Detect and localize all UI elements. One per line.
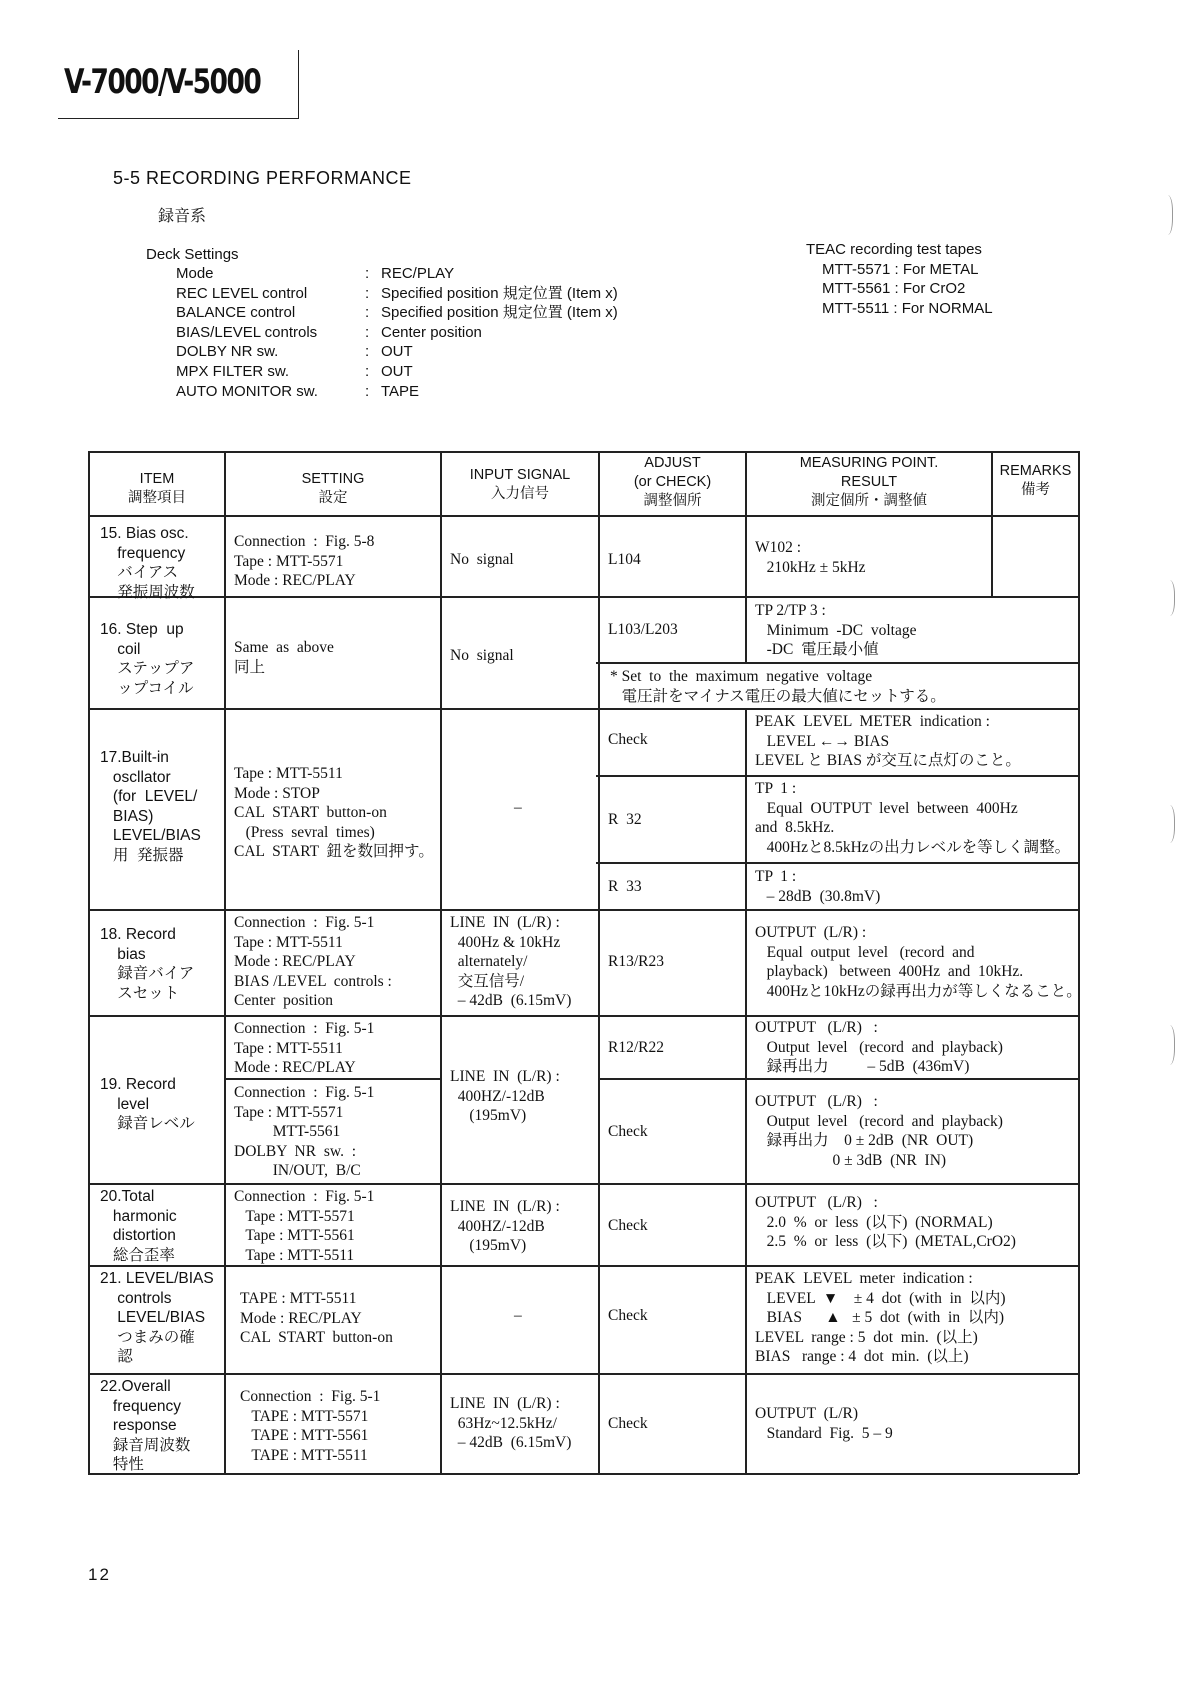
row-21-measure: PEAK LEVEL meter indication : LEVEL ▼ ± 4 dot (with in 以内) BIAS ▲ ± 5 dot (with in 以内) LEVEL range : 5 dot min. (以上) BIAS range : 4 dot min. (以上): [755, 1270, 1006, 1366]
setting-value: OUT: [381, 343, 413, 361]
row-19-adjust-b: Check: [608, 1123, 648, 1140]
table-rule: [88, 451, 90, 1474]
setting-value: OUT: [381, 362, 413, 380]
row-15-measure: W102 : 210kHz ± 5kHz: [755, 539, 866, 576]
row-15-input: No signal: [450, 551, 514, 568]
setting-value: Specified position 規定位置 (Item x): [381, 304, 618, 322]
row-16-adjust: L103/L203: [608, 621, 678, 638]
scan-margin-mark: [1162, 580, 1175, 616]
row-19-measure-b: OUTPUT (L/R) : Output level (record and playback) 録再出力 0 ± 2dB (NR OUT) 0 ± 3dB (NR IN): [755, 1093, 1003, 1169]
table-rule: [88, 909, 1078, 911]
row-16-input: No signal: [450, 647, 514, 664]
row-21-input: –: [514, 1307, 522, 1324]
table-rule: [88, 708, 1078, 710]
row-17-adjust-a: Check: [608, 731, 648, 748]
row-15-item: 15. Bias osc. frequency バイアス 発振周波数: [100, 525, 195, 601]
table-rule: [88, 1015, 1078, 1017]
row-19-measure-a: OUTPUT (L/R) : Output level (record and playback) 録再出力 – 5dB (436mV): [755, 1019, 1003, 1076]
setting-name: Mode: [176, 265, 214, 282]
table-rule: [596, 662, 1078, 664]
row-19-adjust-a: R12/R22: [608, 1039, 664, 1056]
row-20-item: 20.Total harmonic distortion 総合歪率: [100, 1188, 177, 1264]
row-20-setting: Connection : Fig. 5-1 Tape : MTT-5571 Tape : MTT-5561 Tape : MTT-5511: [234, 1188, 375, 1264]
model-title: V-7000/V-5000: [64, 62, 261, 102]
scan-margin-mark: [1160, 195, 1173, 235]
deck-settings-colons: : : : : : : :: [365, 265, 370, 400]
row-17-input: –: [514, 799, 522, 816]
header-measuring-point: MEASURING POINT. RESULT 測定個所・調整値: [799, 455, 939, 509]
row-22-measure: OUTPUT (L/R) Standard Fig. 5 – 9: [755, 1405, 893, 1442]
row-18-measure: OUTPUT (L/R) : Equal output level (record and playback) between 400Hz and 10kHz. 400Hzと10kHzの録再出力が等しくなること。: [755, 924, 1082, 1000]
setting-name: DOLBY NR sw.: [176, 343, 279, 361]
test-tapes: [806, 240, 993, 318]
table-rule: [224, 451, 226, 1474]
row-17-measure-b: TP 1 : Equal OUTPUT level between 400Hz and 8.5kHz. 400Hzと8.5kHzの出力レベルを等しく調整。: [755, 780, 1071, 856]
test-tape-item: MTT-5571 : For METAL: [822, 260, 979, 278]
setting-name: BALANCE control: [176, 304, 296, 322]
deck-settings-label: Deck Settings: [146, 246, 239, 263]
table-rule: [88, 596, 1078, 598]
row-21-item: 21. LEVEL/BIAS controls LEVEL/BIAS つまみの確 認: [100, 1270, 214, 1366]
row-20-adjust: Check: [608, 1217, 648, 1234]
row-22-item: 22.Overall frequency response 録音周波数 特性: [100, 1378, 191, 1474]
test-tape-item: MTT-5561 : For CrO2: [822, 280, 966, 298]
row-20-input: LINE IN (L/R) : 400HZ/-12dB (195mV): [450, 1198, 560, 1255]
scan-margin-mark: [1162, 1025, 1175, 1065]
scan-margin-mark: [1162, 805, 1175, 843]
row-15-setting: Connection : Fig. 5-8 Tape : MTT-5571 Mode : REC/PLAY: [234, 533, 375, 590]
setting-value: Specified position 規定位置 (Item x): [381, 284, 618, 302]
row-16-note: * Set to the maximum negative voltage 電圧計をマイナス電圧の最大値にセットする。: [610, 668, 946, 705]
row-18-adjust: R13/R23: [608, 953, 664, 970]
setting-value: REC/PLAY: [381, 265, 455, 282]
table-rule: [88, 1473, 1078, 1475]
table-rule: [226, 1078, 442, 1080]
test-tapes-title: TEAC recording test tapes: [806, 241, 982, 258]
row-18-item: 18. Record bias 録音バイア スセット: [100, 926, 195, 1002]
row-17-measure-c: TP 1 : – 28dB (30.8mV): [755, 868, 881, 905]
row-22-input: LINE IN (L/R) : 63Hz~12.5kHz/ – 42dB (6.15mV): [450, 1395, 572, 1452]
row-19-setting-b: Connection : Fig. 5-1 Tape : MTT-5571 MTT-5561 DOLBY NR sw. : IN/OUT, B/C: [234, 1084, 375, 1180]
deck-settings-names: [176, 264, 318, 401]
table-rule: [598, 451, 600, 1474]
row-20-measure: OUTPUT (L/R) : 2.0 % or less (以下) (NORMAL) 2.5 % or less (以下) (METAL,CrO2): [755, 1194, 1016, 1251]
header-remarks: REMARKS 備考: [999, 463, 1072, 498]
row-19-setting-a: Connection : Fig. 5-1 Tape : MTT-5511 Mode : REC/PLAY: [234, 1020, 375, 1077]
setting-name: BIAS/LEVEL controls: [176, 323, 318, 341]
section-title-jp: 録音系: [158, 208, 207, 225]
row-19-item: 19. Record level 録音レベル: [100, 1076, 195, 1133]
row-16-item: 16. Step up coil ステップア ップコイル: [100, 621, 195, 697]
row-17-setting: Tape : MTT-5511 Mode : STOP CAL START button-on (Press sevral times) CAL START 鈕を数回押す。: [234, 765, 434, 861]
row-17-adjust-c: R 33: [608, 878, 642, 895]
table-rule: [745, 708, 747, 1473]
table-rule: [88, 451, 1078, 453]
table-rule: [88, 1183, 1078, 1185]
row-17-adjust-b: R 32: [608, 811, 642, 828]
row-18-setting: Connection : Fig. 5-1 Tape : MTT-5511 Mode : REC/PLAY BIAS /LEVEL controls : Center position: [234, 914, 392, 1010]
row-21-adjust: Check: [608, 1307, 648, 1324]
row-22-adjust: Check: [608, 1415, 648, 1432]
table-rule: [596, 775, 1078, 777]
setting-value: Center position: [381, 323, 482, 341]
row-15-adjust: L104: [608, 551, 641, 568]
row-21-setting: TAPE : MTT-5511 Mode : REC/PLAY CAL START button-on: [240, 1290, 393, 1347]
test-tape-item: MTT-5511 : For NORMAL: [822, 299, 993, 317]
section-title: 5-5 RECORDING PERFORMANCE: [113, 168, 412, 188]
setting-name: MPX FILTER sw.: [176, 362, 290, 380]
row-17-measure-a: PEAK LEVEL METER indication : LEVEL ←→ BIAS LEVEL と BIAS が交互に点灯のこと。: [755, 713, 1021, 770]
row-16-setting: Same as above 同上: [234, 639, 334, 676]
header-item: ITEM 調整項目: [128, 471, 186, 506]
table-rule: [88, 1373, 1078, 1375]
row-17-item: 17.Built-in oscllator (for LEVEL/ BIAS) LEVEL/BIAS 用 発振器: [100, 749, 201, 864]
setting-value: TAPE: [381, 382, 420, 400]
table-rule: [600, 1078, 1078, 1080]
page-number: 12: [88, 1565, 111, 1584]
table-rule: [88, 515, 1078, 517]
row-22-setting: Connection : Fig. 5-1 TAPE : MTT-5571 TAPE : MTT-5561 TAPE : MTT-5511: [240, 1388, 381, 1464]
header-adjust: ADJUST (or CHECK) 調整個所: [633, 455, 712, 509]
table-rule: [440, 451, 442, 1474]
table-rule: [596, 862, 1078, 864]
row-16-measure: TP 2/TP 3 : Minimum -DC voltage -DC 電圧最小値: [755, 602, 917, 659]
row-19-input: LINE IN (L/R) : 400HZ/-12dB (195mV): [450, 1068, 560, 1125]
header-input-signal: INPUT SIGNAL 入力信号: [469, 467, 571, 502]
setting-name: REC LEVEL control: [176, 284, 308, 302]
deck-settings-values: [381, 264, 618, 401]
header-setting: SETTING 設定: [301, 471, 365, 506]
setting-name: AUTO MONITOR sw.: [176, 382, 318, 400]
row-18-input: LINE IN (L/R) : 400Hz & 10kHz alternately/ 交互信号/ – 42dB (6.15mV): [450, 914, 572, 1010]
